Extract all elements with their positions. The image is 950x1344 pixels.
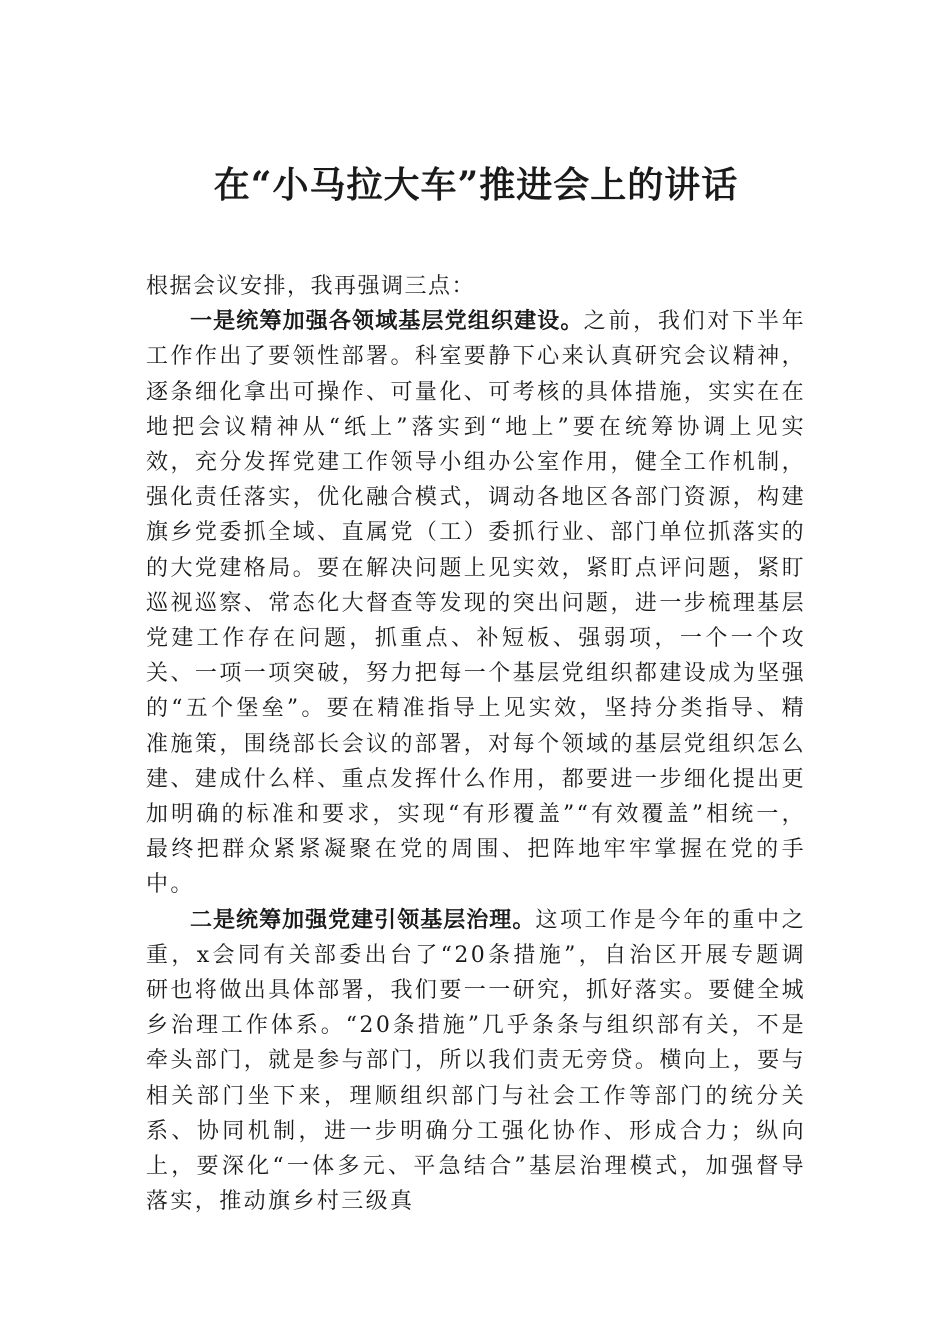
document-title: 在“小马拉大车”推进会上的讲话 bbox=[213, 164, 739, 206]
paragraph-1-lead: 一是统筹加强各领域基层党组织建设。 bbox=[190, 308, 584, 335]
paragraph-2-body: 这项工作是今年的重中之重，x会同有关部委出台了“20条措施”，自治区开展专题调研也将做出具体部署，我们要一一研究，抓好落实。要健全城乡治理工作体系。“20条措施”几乎条条与组织部有关，不是牵头部门，就是参与部门，所以我们责无旁贷。横向上，要与相关部门坐下来，理顺组织部门与社会工作等部门的统分关系、协同机制，进一步明确分工强化协作、形成合力；纵向上，要深化“一体多元、平急结合”基层治理模式，加强督导落实，推动旗乡村三级真 bbox=[146, 907, 806, 1215]
intro-line: 根据会议安排，我再强调三点： bbox=[146, 274, 476, 299]
paragraph-1-body: 之前，我们对下半年工作作出了要领性部署。科室要静下心来认真研究会议精神，逐条细化拿出可操作、可量化、可考核的具体措施，实实在在地把会议精神从“纸上”落实到“地上”要在统筹协调上见实效，充分发挥党建工作领导小组办公室作用，健全工作机制，强化责任落实，优化融合模式，调动各地区各部门资源，构建旗乡党委抓全域、直属党（工）委抓行业、部门单位抓落实的的大党建格局。要在解决问题上见实效，紧盯点评问题，紧盯巡视巡察、常态化大督查等发现的突出问题，进一步梳理基层党建工作存在问题，抓重点、补短板、强弱项，一个一个攻关、一项一项突破，努力把每一个基层党组织都建设成为坚强的“五个堡垒”。要在精准指导上见实效，坚持分类指导、精准施策，围绕部长会议的部署，对每个领域的基层党组织怎么建、建成什么样、重点发挥什么作用，都要进一步细化提出更加明确的标准和要求，实现“有形覆盖”“有效覆盖”相统一，最终把群众紧紧凝聚在党的周围、把阵地牢牢掌握在党的手中。 bbox=[146, 309, 806, 898]
paragraph-2-lead: 二是统筹加强党建引领基层治理。 bbox=[190, 906, 536, 933]
document-page bbox=[146, 155, 806, 1219]
paragraph-2 bbox=[146, 903, 806, 1220]
paragraph-1 bbox=[146, 304, 806, 902]
